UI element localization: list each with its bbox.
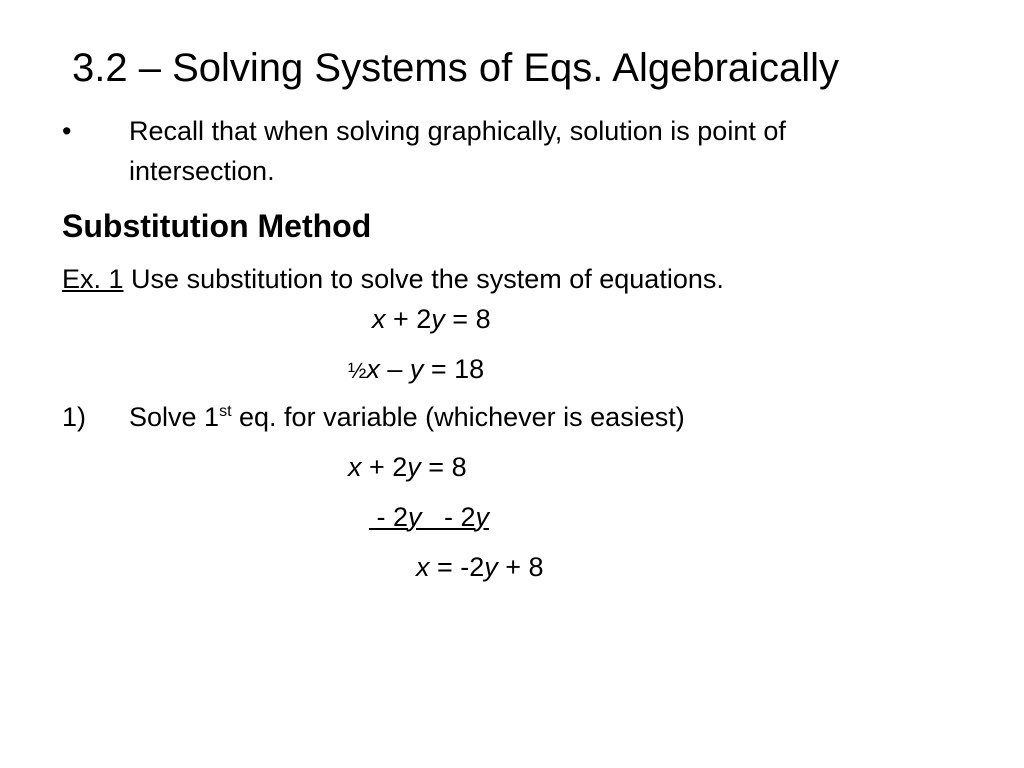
section-heading: Substitution Method: [62, 208, 372, 244]
step-text: Solve 1st eq. for variable (whichever is easiest): [129, 402, 685, 432]
work-line-2: - 2y - 2y: [369, 502, 490, 532]
bullet-text-line-2: intersection.: [129, 156, 275, 186]
example-label: Ex. 1: [62, 264, 124, 294]
bullet-text-line-1: Recall that when solving graphically, solution is point of: [129, 116, 786, 146]
system-equation-2: ½x – y = 18: [348, 354, 485, 384]
work-line-3: x = -2y + 8: [416, 552, 544, 582]
work-line-1: x + 2y = 8: [348, 452, 467, 482]
example-text: Use substitution to solve the system of equations.: [131, 264, 724, 294]
slide-title: 3.2 – Solving Systems of Eqs. Algebraically: [72, 46, 840, 90]
bullet-marker: •: [62, 116, 72, 146]
system-equation-1: x + 2y = 8: [372, 304, 491, 334]
example-line: [62, 262, 724, 296]
step-number: 1): [62, 402, 87, 432]
